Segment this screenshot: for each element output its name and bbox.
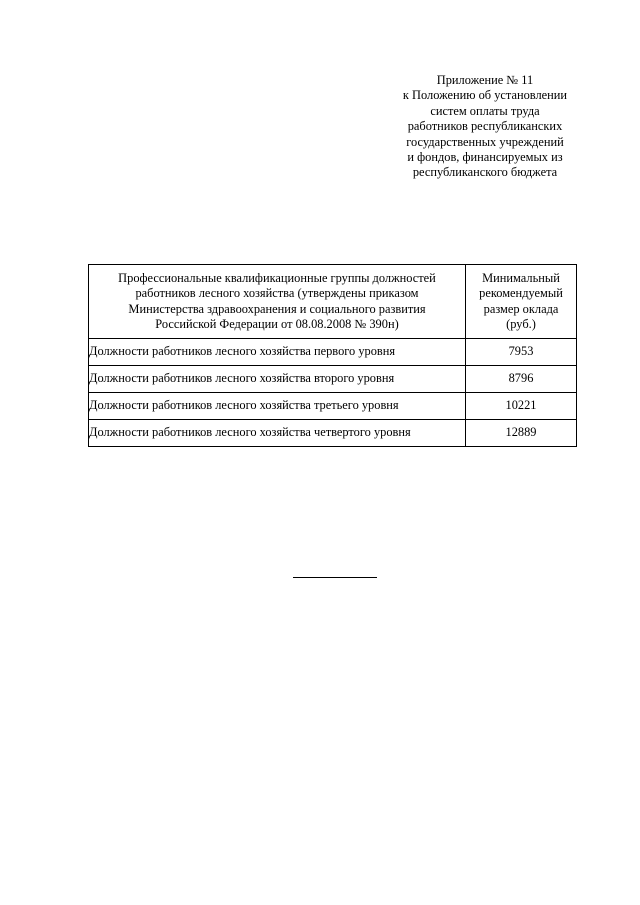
appendix-heading [375,73,595,181]
table-row [89,393,577,420]
position-level-name: Должности работников лесного хозяйства первого уровня [89,339,466,366]
header-line: Министерства здравоохранения и социального развития [128,301,426,316]
table-row [89,420,577,447]
appendix-line: к Положению об установлении [402,88,568,103]
position-level-name: Должности работников лесного хозяйства второго уровня [89,366,466,393]
header-line: Российской Федерации от 08.08.2008 № 390н) [155,316,399,331]
header-line: (руб.) [506,316,536,331]
header-line: размер оклада [483,301,559,316]
end-divider-line [293,577,377,578]
header-line: Профессиональные квалификационные группы должностей [118,271,436,286]
header-line: рекомендуемый [479,286,563,301]
table-row [89,366,577,393]
appendix-line: государственных учреждений [406,134,564,149]
header-line: работников лесного хозяйства (утверждены приказом [135,286,419,301]
table-header-row [89,265,577,339]
table-row [89,339,577,366]
salary-value: 8796 [466,366,577,393]
header-qualification-groups [89,265,466,339]
header-line: Минимальный [482,271,560,286]
salary-value: 7953 [466,339,577,366]
salary-value: 12889 [466,420,577,447]
appendix-line: систем оплаты труда [430,103,540,118]
salary-table [88,264,577,447]
appendix-line: и фондов, финансируемых из [407,150,563,165]
salary-value: 10221 [466,393,577,420]
position-level-name: Должности работников лесного хозяйства третьего уровня [89,393,466,420]
position-level-name: Должности работников лесного хозяйства четвертого уровня [89,420,466,447]
appendix-line: республиканского бюджета [412,165,558,180]
appendix-line: Приложение № 11 [436,73,534,87]
header-minimum-salary [466,265,577,339]
appendix-line: работников республиканских [407,119,563,134]
